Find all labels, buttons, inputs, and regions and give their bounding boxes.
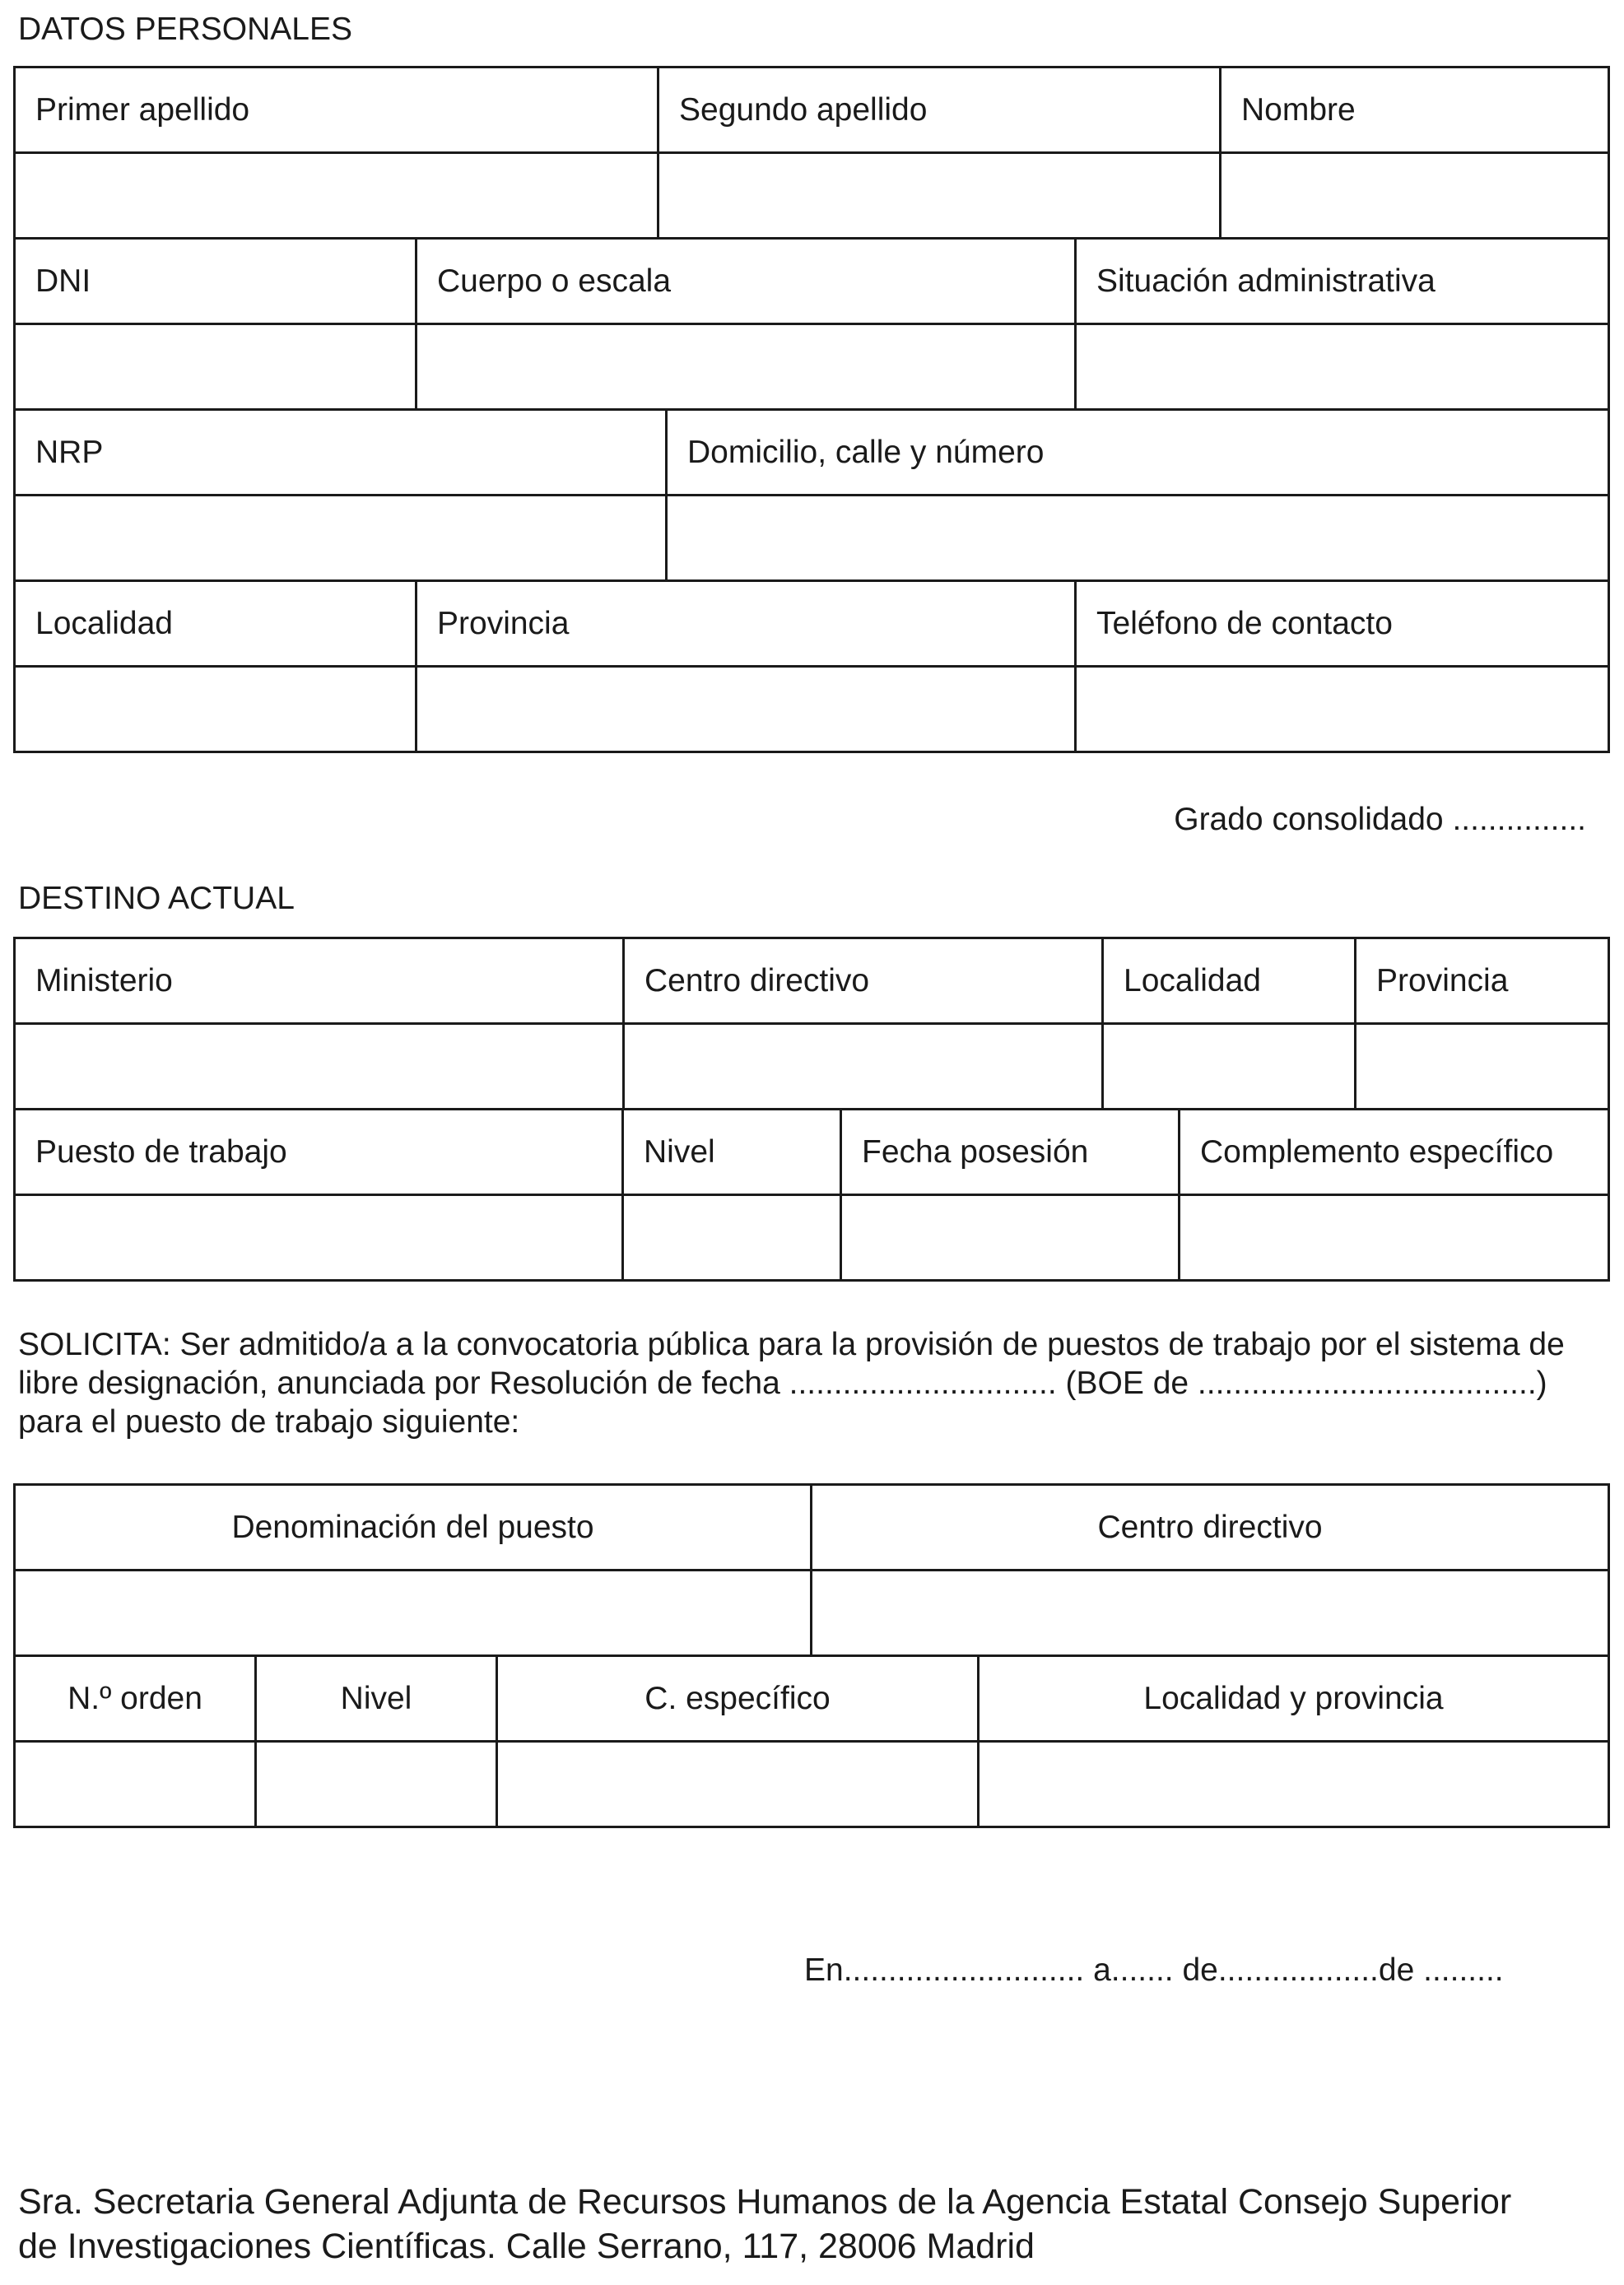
field-provincia[interactable]: [416, 667, 1076, 752]
label-denominacion-puesto: Denominación del puesto: [15, 1485, 812, 1571]
section-title-datos-personales: DATOS PERSONALES: [18, 12, 353, 47]
c-especifico-input[interactable]: [498, 1743, 977, 1826]
puesto-solicitado-table-2: [13, 1654, 1610, 1828]
label-numero-orden: N.º orden: [15, 1656, 256, 1742]
label-ministerio: Ministerio: [15, 938, 624, 1024]
label-puesto-nivel: Nivel: [256, 1656, 497, 1742]
label-centro-directivo: Centro directivo: [624, 938, 1103, 1024]
datos-personales-table-2: [13, 237, 1610, 411]
puesto-centro-directivo-input[interactable]: [812, 1571, 1608, 1654]
puesto-solicitado-table: [13, 1483, 1610, 1657]
field-denominacion-puesto[interactable]: [15, 1571, 812, 1656]
cuerpo-escala-input[interactable]: [417, 325, 1074, 408]
footer-line: Sra. Secretaria General Adjunta de Recursos Humanos de la Agencia Estatal Consejo Superior: [18, 2182, 1512, 2222]
label-domicilio: Domicilio, calle y número: [667, 410, 1609, 496]
label-situacion-administrativa: Situación administrativa: [1076, 239, 1609, 324]
label-telefono: Teléfono de contacto: [1076, 581, 1609, 667]
datos-personales-table-3: [13, 408, 1610, 582]
grado-consolidado: Grado consolidado ...............: [1174, 802, 1586, 837]
label-puesto-centro-directivo: Centro directivo: [812, 1485, 1609, 1571]
field-cuerpo-escala[interactable]: [416, 324, 1076, 410]
label-nivel: Nivel: [623, 1110, 841, 1195]
field-ministerio[interactable]: [15, 1024, 624, 1110]
field-puesto-centro-directivo[interactable]: [812, 1571, 1609, 1656]
primer-apellido-input[interactable]: [16, 154, 657, 237]
label-destino-provincia: Provincia: [1356, 938, 1609, 1024]
label-nrp: NRP: [15, 410, 667, 496]
solicita-line: para el puesto de trabajo siguiente:: [18, 1404, 520, 1440]
field-nombre[interactable]: [1221, 153, 1609, 239]
label-primer-apellido: Primer apellido: [15, 67, 658, 153]
field-numero-orden[interactable]: [15, 1742, 256, 1827]
destino-localidad-input[interactable]: [1104, 1025, 1354, 1108]
provincia-input[interactable]: [417, 668, 1074, 751]
domicilio-input[interactable]: [668, 496, 1608, 579]
nivel-input[interactable]: [624, 1196, 840, 1279]
localidad-provincia-input[interactable]: [980, 1743, 1608, 1826]
label-cuerpo-escala: Cuerpo o escala: [416, 239, 1076, 324]
label-dni: DNI: [15, 239, 416, 324]
fecha-lugar-line: En........................... a....... de..................de .........: [804, 1952, 1504, 1988]
puesto-trabajo-input[interactable]: [16, 1196, 621, 1279]
field-puesto-nivel[interactable]: [256, 1742, 497, 1827]
nombre-input[interactable]: [1221, 154, 1608, 237]
fecha-posesion-input[interactable]: [842, 1196, 1178, 1279]
field-primer-apellido[interactable]: [15, 153, 658, 239]
telefono-input[interactable]: [1077, 668, 1608, 751]
field-dni[interactable]: [15, 324, 416, 410]
localidad-input[interactable]: [16, 668, 415, 751]
numero-orden-input[interactable]: [16, 1743, 254, 1826]
label-destino-localidad: Localidad: [1103, 938, 1356, 1024]
destino-actual-table: [13, 937, 1610, 1110]
label-provincia: Provincia: [416, 581, 1076, 667]
dni-input[interactable]: [16, 325, 415, 408]
solicita-line: libre designación, anunciada por Resolución de fecha .............................. (BOE de ......................................): [18, 1366, 1547, 1401]
destino-actual-table-2: [13, 1108, 1610, 1282]
field-localidad-provincia[interactable]: [979, 1742, 1609, 1827]
solicita-paragraph: [18, 1325, 1615, 1441]
field-destino-provincia[interactable]: [1356, 1024, 1609, 1110]
field-c-especifico[interactable]: [497, 1742, 979, 1827]
ministerio-input[interactable]: [16, 1025, 622, 1108]
denominacion-puesto-input[interactable]: [16, 1571, 810, 1654]
field-telefono[interactable]: [1076, 667, 1609, 752]
label-localidad: Localidad: [15, 581, 416, 667]
label-puesto-trabajo: Puesto de trabajo: [15, 1110, 623, 1195]
field-domicilio[interactable]: [667, 496, 1609, 581]
centro-directivo-input[interactable]: [625, 1025, 1101, 1108]
nrp-input[interactable]: [16, 496, 665, 579]
destino-provincia-input[interactable]: [1356, 1025, 1608, 1108]
label-complemento-especifico: Complemento específico: [1180, 1110, 1609, 1195]
complemento-especifico-input[interactable]: [1180, 1196, 1608, 1279]
destinatario-footer: [18, 2180, 1511, 2269]
field-centro-directivo[interactable]: [624, 1024, 1103, 1110]
field-nrp[interactable]: [15, 496, 667, 581]
field-localidad[interactable]: [15, 667, 416, 752]
footer-line: de Investigaciones Científicas. Calle Serrano, 117, 28006 Madrid: [18, 2227, 1035, 2266]
field-segundo-apellido[interactable]: [658, 153, 1221, 239]
field-fecha-posesion[interactable]: [841, 1195, 1180, 1281]
label-c-especifico: C. específico: [497, 1656, 979, 1742]
field-complemento-especifico[interactable]: [1180, 1195, 1609, 1281]
datos-personales-table: [13, 66, 1610, 240]
puesto-nivel-input[interactable]: [257, 1743, 496, 1826]
label-fecha-posesion: Fecha posesión: [841, 1110, 1180, 1195]
label-segundo-apellido: Segundo apellido: [658, 67, 1221, 153]
segundo-apellido-input[interactable]: [659, 154, 1219, 237]
situacion-administrativa-input[interactable]: [1077, 325, 1608, 408]
solicita-line: SOLICITA: Ser admitido/a a la convocatoria pública para la provisión de puestos de trabajo por el sistema de: [18, 1327, 1565, 1362]
field-situacion-administrativa[interactable]: [1076, 324, 1609, 410]
field-puesto-trabajo[interactable]: [15, 1195, 623, 1281]
section-title-destino-actual: DESTINO ACTUAL: [18, 881, 295, 916]
label-nombre: Nombre: [1221, 67, 1609, 153]
datos-personales-table-4: [13, 579, 1610, 753]
field-destino-localidad[interactable]: [1103, 1024, 1356, 1110]
label-localidad-provincia: Localidad y provincia: [979, 1656, 1609, 1742]
field-nivel[interactable]: [623, 1195, 841, 1281]
